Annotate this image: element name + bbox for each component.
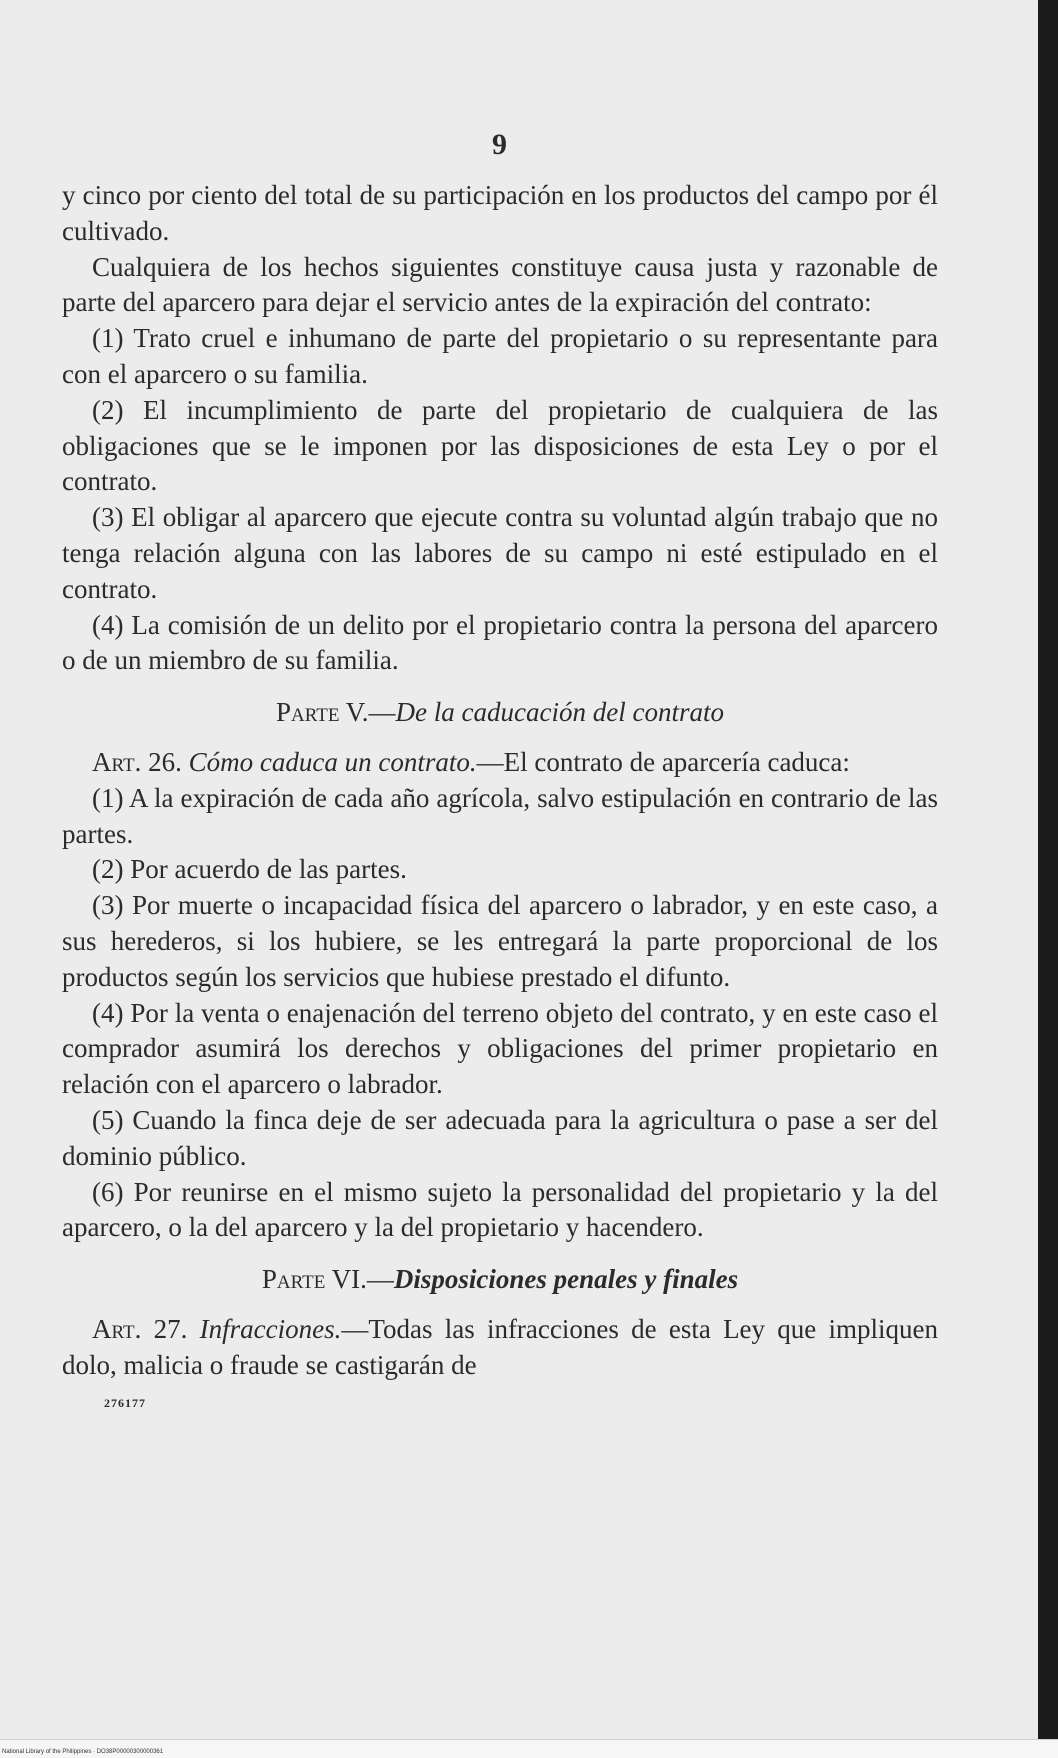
section-vi-title: Disposiciones penales y finales <box>393 1264 739 1295</box>
article-27-heading: Infracciones. <box>199 1313 342 1344</box>
paragraph: (1) A la expiración de cada año agrícola, salvo estipulación en contrario de las partes. <box>62 782 938 849</box>
section-v-label: Parte V.— <box>276 697 396 728</box>
section-heading-v <box>62 695 938 731</box>
paragraph: (4) Por la venta o enajenación del terreno objeto del contrato, y en este caso el comprador asumirá los derechos y obligaciones del primer propietario en relación con el aparcero o labrador. <box>62 997 938 1100</box>
document-page <box>62 128 938 1411</box>
article-27-text: —Todas las infracciones de esta Ley que impliquen dolo, malicia o fraude se castigarán de <box>62 1313 939 1380</box>
paragraph: (3) El obligar al aparcero que ejecute contra su voluntad algún trabajo que no tenga relación alguna con las labores de su campo ni esté estipulado en el contrato. <box>62 502 938 604</box>
paragraphs-group-1 <box>62 178 938 679</box>
scan-edge-right <box>1038 0 1058 1740</box>
paragraph: Cualquiera de los hechos siguientes constituye causa justa y razonable de parte del aparcero para dejar el servicio antes de la expiración del contrato: <box>62 251 938 318</box>
article-27 <box>62 1312 938 1384</box>
paragraph: (4) La comisión de un delito por el propietario contra la persona del aparcero o de un miembro de su familia. <box>62 609 938 676</box>
article-26-number: Art. 26. <box>92 746 182 777</box>
scan-footer-bar <box>0 1739 1058 1758</box>
paragraph: y cinco por ciento del total de su participación en los productos del campo por él cultivado. <box>62 180 938 246</box>
footer-credit: National Library of the Philippines · DO38P00000300000361 <box>2 1749 164 1755</box>
paragraph: (2) El incumplimiento de parte del propietario de cualquiera de las obligaciones que se le imponen por las disposiciones de esta Ley o por el contrato. <box>62 394 938 497</box>
paragraphs-group-2 <box>62 781 938 1246</box>
section-v-title: De la caducación del contrato <box>395 697 724 728</box>
page-number: 9 <box>492 128 508 161</box>
print-code: 276177 <box>104 1395 146 1410</box>
section-heading-vi <box>62 1262 938 1298</box>
article-26-text: —El contrato de aparcería caduca: <box>476 746 850 777</box>
article-26-heading: Cómo caduca un contrato. <box>188 746 477 777</box>
paragraph: (6) Por reunirse en el mismo sujeto la personalidad del propietario y la del aparcero, o la del aparcero y la del propietario y hacendero. <box>62 1176 938 1243</box>
paragraph: (1) Trato cruel e inhumano de parte del propietario o su representante para con el aparcero o su familia. <box>62 323 938 389</box>
paragraph: (5) Cuando la finca deje de ser adecuada para la agricultura o pase a ser del dominio público. <box>62 1104 938 1171</box>
paragraph: (3) Por muerte o incapacidad física del aparcero o labrador, y en este caso, a sus herederos, si los hubiere, se les entregará la parte proporcional de los productos según los servicios que hubiese prestado el difunto. <box>62 890 938 992</box>
article-26 <box>62 745 938 781</box>
paragraph: (2) Por acuerdo de las partes. <box>92 854 407 885</box>
section-vi-label: Parte VI.— <box>261 1264 394 1295</box>
article-27-number: Art. 27. <box>92 1313 188 1344</box>
